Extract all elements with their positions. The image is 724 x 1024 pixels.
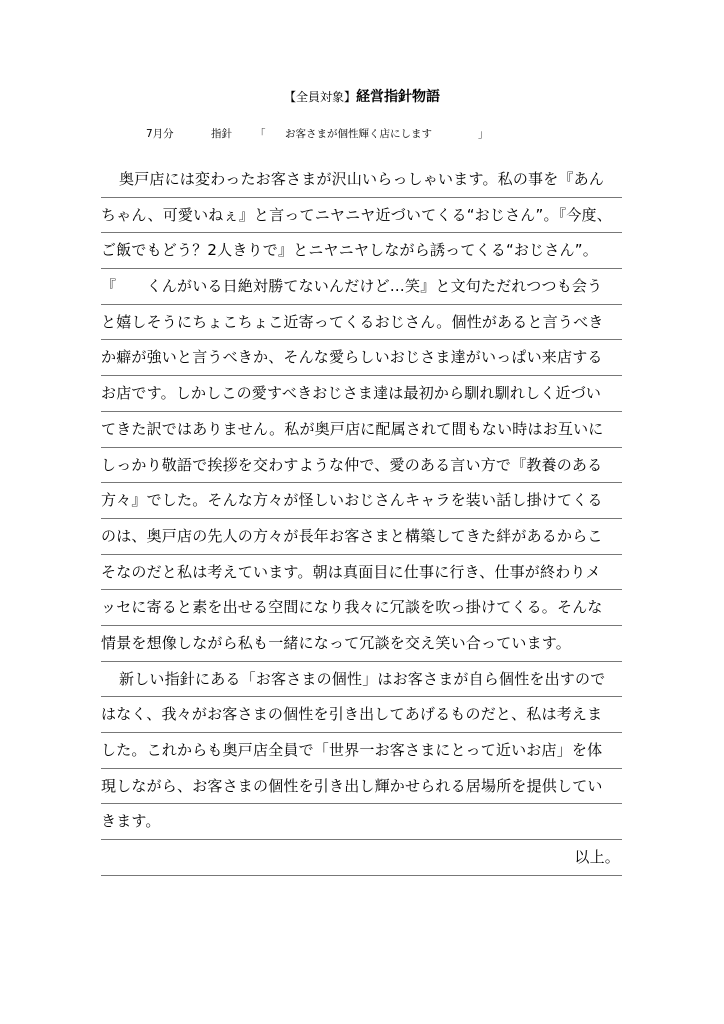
audience-label: 【全員対象】 xyxy=(283,90,356,104)
essay-line: ッセに寄ると素を出せる空間になり我々に冗談を吹っ掛けてくる。そんな xyxy=(101,590,622,626)
policy-header xyxy=(0,126,724,142)
quote-close: 」 xyxy=(478,128,489,140)
page-title: 経営指針物語 xyxy=(356,89,440,105)
essay-body xyxy=(101,162,622,876)
essay-line: 現しながら、お客さまの個性を引き出し輝かせられる居場所を提供してい xyxy=(101,769,622,805)
essay-line: 新しい指針にある「お客さまの個性」はお客さまが自ら個性を出すので xyxy=(101,662,622,698)
document-title xyxy=(0,86,724,106)
essay-line: はなく、我々がお客さまの個性を引き出してあげるものだと、私は考えま xyxy=(101,697,622,733)
essay-line: か癖が強いと言うべきか、そんな愛らしいおじさま達がいっぱい来店する xyxy=(101,340,622,376)
essay-line: 方々』でした。そんな方々が怪しいおじさんキャラを装い話し掛けてくる xyxy=(101,483,622,519)
essay-line: 奥戸店には変わったお客さまが沢山いらっしゃいます。私の事を『あん xyxy=(101,162,622,198)
essay-line: 『 くんがいる日絶対勝てないんだけど…笑』と文句ただれつつも会う xyxy=(101,269,622,305)
essay-line: きます。 xyxy=(101,804,622,840)
quote-open: 「 xyxy=(255,128,266,140)
essay-line: した。これからも奥戸店全員で「世界一お客さまにとって近いお店」を体 xyxy=(101,733,622,769)
essay-line: のは、奥戸店の先人の方々が長年お客さまと構築してきた絆があるからこ xyxy=(101,519,622,555)
essay-line: しっかり敬語で挨拶を交わすような仲で、愛のある言い方で『教養のある xyxy=(101,448,622,484)
policy-text: お客さまが個性輝く店にします xyxy=(285,128,432,140)
policy-label: 指針 xyxy=(211,128,232,140)
essay-line: と嬉しそうにちょこちょこ近寄ってくるおじさん。個性があると言うべき xyxy=(101,305,622,341)
month-label: 7月分 xyxy=(146,128,174,140)
essay-line: お店です。しかしこの愛すべきおじさま達は最初から馴れ馴れしく近づい xyxy=(101,376,622,412)
essay-line: ちゃん、可愛いねぇ』と言ってニヤニヤ近づいてくる“おじさん”。『今度、 xyxy=(101,198,622,234)
essay-line: てきた訳ではありません。私が奥戸店に配属されて間もない時はお互いに xyxy=(101,412,622,448)
closing-line: 以上。 xyxy=(101,840,622,876)
essay-line: 情景を想像しながら私も一緒になって冗談を交え笑い合っています。 xyxy=(101,626,622,662)
essay-line: ご飯でもどう？2人きりで』とニヤニヤしながら誘ってくる“おじさん”。 xyxy=(101,233,622,269)
essay-line: そなのだと私は考えています。朝は真面目に仕事に行き、仕事が終わりメ xyxy=(101,555,622,591)
